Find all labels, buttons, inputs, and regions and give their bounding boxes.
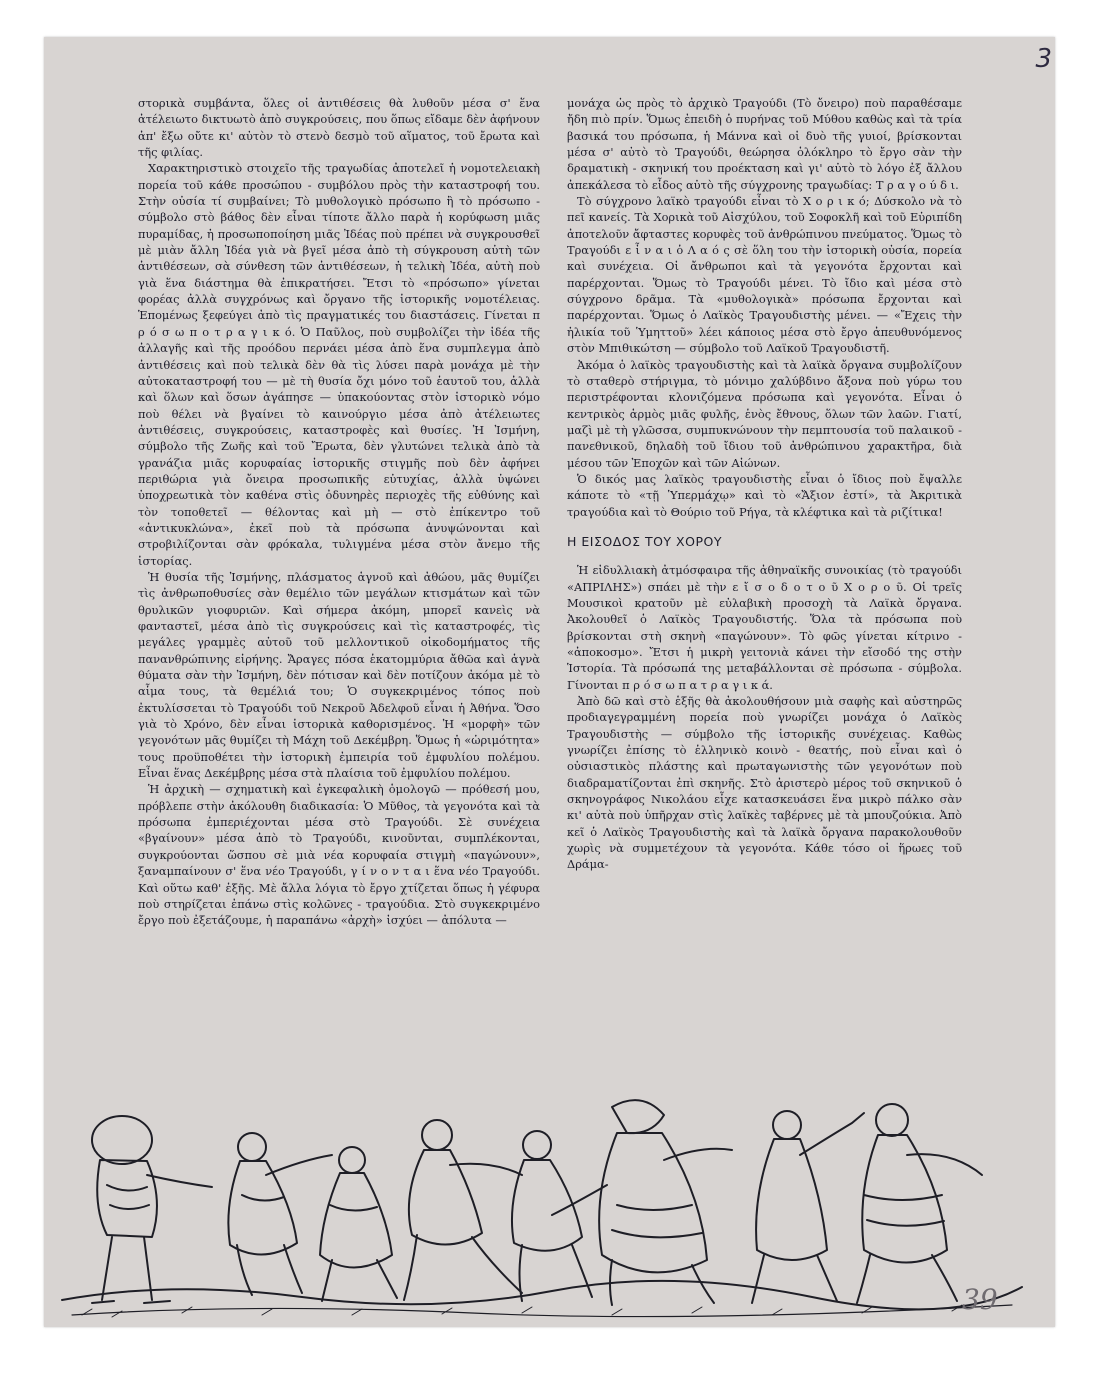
right-paragraph-1: μονάχα ὡς πρὸς τὸ ἀρχικὸ Τραγούδι (Τὸ ὄνειρο) ποὺ παραθέσαμε ἤδη πιὸ πρίν. Ὅμως ἐπειδὴ ὁ πυρήνας τοῦ Μύθου καθὼς καὶ τὰ τρία βασικά του πρόσωπα, ἡ Μάννα καὶ οἱ δυὸ τῆς γυιοί, βρίσκονται μέσα σ' αὐτὸ τὸ Τραγούδι, θεώρησα ὁλόκληρο τὸ ἔργο σὰν τὴν δραματικὴ - σκηνική του προέκταση καὶ γι' αὐτὸ τὸ λόγο ἐξ ἄλλου ἀπεκάλεσα τὸ εἶδος αὐτὸ τῆς σύγχρονης τραγωδίας: Τ ρ α γ ο ύ δ ι. [567,96,962,192]
right-column [567,95,962,873]
page-number: 3 [1035,44,1052,74]
right-paragraph-2: Τὸ σύγχρονο λαϊκὸ τραγούδι εἶναι τὸ Χ ο ρ ι κ ό; Δύσκολο νὰ τὸ πεῖ κανείς. Τὰ Χορικὰ τοῦ Αἰσχύλου, τοῦ Σοφοκλῆ καὶ τοῦ Εὐριπίδη ἀποτελοῦν ἄφταστες κορυφὲς τοῦ ἀνθρώπινου πνεύματος. Ὅμως τὸ Τραγούδι ε ἶ ν α ι ὁ Λ α ό ς σὲ ὅλη του τὴν ἱστορικὴ οὐσία, πορεία καὶ συνέχεια. Οἱ ἄνθρωποι καὶ τὰ γεγονότα ἔρχονται καὶ παρέρχονται. Ὅμως τὸ Τραγούδι μένει. Τὸ ἴδιο καὶ μέσα στὸ σύγχρονο δρᾶμα. Τὰ «μυθολογικὰ» πρόσωπα ἔρχονται καὶ παρέρχονται. Ὅμως ὁ Λαϊκὸς Τραγουδιστὴς μένει. — «Ἔχεις τὴν ἡλικία τοῦ Ὑμηττοῦ» λέει κάποιος μέσα στὸ ἔργο ἀπευθυνόμενος στὸν Μπιθικώτση — σύμβολο τοῦ Λαϊκοῦ Τραγουδιστῆ. [567,194,962,356]
handwritten-page-number: 39 [962,1283,998,1316]
dancing-peasants-engraving-icon [52,1065,1027,1335]
right-paragraph-4: Ὁ δικός μας λαϊκὸς τραγουδιστὴς εἶναι ὁ ἴδιος ποὺ ἔψαλλε κάποτε τὸ «τῇ Ὑπερμάχῳ» καὶ τὸ «Ἄξιον ἐστί», τὰ Ἀκριτικὰ τραγούδια καὶ τὸ Θούριο τοῦ Ρήγα, τὰ κλέφτικα καὶ τὰ ριζίτικα! [567,471,962,519]
left-paragraph-1: στορικὰ συμβάντα, ὅλες οἱ ἀντιθέσεις θὰ λυθοῦν μέσα σ' ἕνα ἀτέλειωτο δικτυωτὸ ἀπὸ συγκρούσεις, που ὅπως εἴδαμε δὲν ἀφήνουν ἀπ' ἔξω οὔτε κι' αὐτὸν τὸ στενὸ δεσμὸ τοῦ αἵματος, τοῦ ἔρωτα καὶ τῆς φιλίας. [138,96,540,160]
left-paragraph-2: Χαρακτηριστικὸ στοιχεῖο τῆς τραγωδίας ἀποτελεῖ ἡ νομοτελειακὴ πορεία τοῦ κάθε προσώπου - συμβόλου πρὸς τὴν καταστροφή του. Στὴν οὐσία τί συμβαίνει; Τὸ μυθολογικὸ πρόσωπο ἢ τὸ πρόσωπο - σύμβολο στὸ βάθος δὲν εἶναι τίποτε ἄλλο παρὰ ἡ κορύφωση μιᾶς πυραμίδας, ἡ προσωποποίηση μιᾶς Ἰδέας ποὺ πρέπει νὰ συγκρουσθεῖ μὲ μιὰν ἄλλη Ἰδέα γιὰ νὰ βγεῖ μέσα ἀπὸ τὴ σύγκρουση αὐτὴ τῶν ἀντιθέσεων, σὰ σύνθεση τῶν ἀντιθέσεων, ἡ τελικὴ Ἰδέα, αὐτὴ ποὺ γιὰ ἕνα διάστημα θὰ ἐπικρατήσει. Ἔτσι τὸ «πρόσωπο» γίνεται φορέας ἀλλὰ συγχρόνως καὶ ὄργανο τῆς ἱστορικῆς νομοτέλειας. Ἑπομένως ξεφεύγει ἀπὸ τὶς πραγματικές του διαστάσεις. Γίνεται π ρ ό σ ω π ο τ ρ α γ ι κ ό. Ὁ Παῦλος, ποὺ συμβολίζει τὴν ἰδέα τῆς ἀλλαγῆς καὶ τῆς προόδου περνάει μέσα ἀπὸ ἕνα συμπλεγμα ἀπὸ ἀντιθέσεις καὶ ποὺ τελικὰ δὲν θὰ τὶς λύσει παρὰ μονάχα μὲ τὴν αὐτοκαταστροφή του — μὲ τὴ θυσία ὄχι μόνο τοῦ ἑαυτοῦ του, ἀλλὰ καὶ ὅλων καὶ ὅσων ἀγάπησε — ὑπακούοντας στὸν ἱστορικὸ νόμο ποὺ θέλει νὰ βγαίνει τὸ καινούργιο μέσα ἀπὸ ἀτέλειωτες ἀντιθέσεις, συγκρούσεις, καταστροφὲς καὶ θυσίες. Ἡ Ἰσμήνη, σύμβολο τῆς Ζωῆς καὶ τοῦ Ἔρωτα, δὲν γλυτώνει τελικὰ ἀπὸ τὰ γρανάζια μιᾶς κορυφαίας ἱστορικῆς στιγμῆς ποὺ δὲν ἀφήνει περιθώρια γιὰ ὄνειρα προσωπικῆς εὐτυχίας, ἀλλὰ ὑψώνει ὑποχρεωτικὰ τὸν καθένα στὶς ὀδυνηρὲς περιοχὲς τῆς εὐθύνης καὶ τὸν τοποθετεῖ — θέλοντας καὶ μὴ — στὸ ἐπίκεντρο τοῦ «ἀντικυκλώνα», ἐκεῖ ποὺ τὰ πρόσωπα ἀνυψώνονται καὶ στροβιλίζονται σὰν φρόκαλα, τυλιγμένα μέσα στὸν ἄνεμο τῆς ἱστορίας. [138,161,540,568]
left-column [138,95,540,929]
left-paragraph-4: Ἡ ἀρχικὴ — σχηματικὴ καὶ ἐγκεφαλικὴ ὁμολογῶ — πρόθεσή μου, πρόβλεπε στὴν ἀκόλουθη διαδικασία: Ὁ Μῦθος, τὰ γεγονότα καὶ τὰ πρόσωπα ἐμπεριέχονται μέσα στὸ Τραγούδι. Σὲ συνέχεια «βγαίνουν» μέσα ἀπὸ τὸ Τραγούδι, κινοῦνται, συμπλέκονται, συγκρούονται ὥσπου σὲ μιὰ νέα κορυφαία στιγμὴ «παγώνουν», ξαναμπαίνουν σ' ἕνα νέο Τραγούδι, γ ί ν ο ν τ α ι ἕνα νέο Τραγούδι. Καὶ οὕτω καθ' ἑξῆς. Μὲ ἄλλα λόγια τὸ ἔργο χτίζεται ὅπως ἡ γέφυρα ποὺ στηρίζεται ἐπάνω στὶς κολῶνες - τραγούδια. Στὸ συγκεκριμένο ἔργο ποὺ ἐξετάζουμε, ἡ παραπάνω «ἀρχὴ» ἰσχύει — ἀπόλυτα — [138,782,540,928]
right-paragraph-3: Ἀκόμα ὁ λαϊκὸς τραγουδιστὴς καὶ τὰ λαϊκὰ ὄργανα συμβολίζουν τὸ σταθερὸ στήριγμα, τὸ μόνιμο χαλύβδινο ἄξονα ποὺ γύρω του περιστρέφονται κλονιζόμενα πρόσωπα καὶ γεγονότα. Εἶναι ὁ κεντρικὸς ἁρμὸς μιᾶς φυλῆς, ἑνὸς ἔθνους, ὅλων τῶν λαῶν. Γιατί, μαζὶ μὲ τὴ γλῶσσα, συμπυκνώνουν τὴν πεμπτουσία τοῦ παλαικοῦ - πανεθνικοῦ, δηλαδὴ τοῦ ἴδιου τοῦ ἀνθρώπινου χαρακτῆρα, διὰ μέσου τῶν Ἐποχῶν καὶ τῶν Αἰώνων. [567,357,962,470]
right-paragraph-6: Ἀπὸ δῶ καὶ στὸ ἑξῆς θὰ ἀκολουθήσουν μιὰ σαφὴς καὶ αὐστηρῶς προδιαγεγραμμένη πορεία ποὺ γνωρίζει μονάχα ὁ Λαϊκὸς Τραγουδιστὴς — σύμβολο τῆς ἱστορικῆς συνέχειας. Καθὼς γνωρίζει ἐπίσης τὸ ἑλληνικὸ κοινὸ - θεατής, ποὺ εἶναι καὶ ὁ οὐσιαστικὸς πλάστης καὶ πρωταγωνιστὴς τῶν γεγονότων ποὺ διαδραματίζονται ἐπὶ σκηνῆς. Στὸ ἀριστερὸ μέρος τοῦ σκηνικοῦ ὁ σκηνογράφος Νικολάου εἶχε κατασκευάσει ἕνα μικρὸ πάλκο σὰν κι' αὐτὰ ποὺ ὑπῆρχαν στὶς λαϊκὲς ταβέρνες μὲ τὰ μπουζούκια. Ἀπὸ κεῖ ὁ Λαϊκὸς Τραγουδιστὴς καὶ τὰ λαϊκὰ ὄργανα παρακολουθοῦν χωρὶς νὰ συμμετέχουν τὰ γεγονότα. Κάθε τόσο οἱ ἥρωες τοῦ Δράμα- [567,694,962,872]
left-paragraph-3: Ἡ θυσία τῆς Ἰσμήνης, πλάσματος ἁγνοῦ καὶ ἀθώου, μᾶς θυμίζει τὶς ἀνθρωποθυσίες σὰν θεμέλιο τῶν μεγάλων κτισμάτων καὶ τῶν θρυλικῶν γιοφυριῶν. Καὶ σήμερα ἀκόμη, μπορεῖ κανεὶς νὰ φανταστεῖ, μέσα ἀπὸ τὶς συγκρούσεις καὶ τὶς καταστροφές, τὶς μεγάλες γραμμὲς αὐτοῦ τοῦ μελλοντικοῦ οἰκοδομήματος τῆς πανανθρώπινης εἰρήνης. Ἄραγες πόσα ἑκατομμύρια ἄθῶα καὶ ἁγνὰ θύματα σὰν τὴν Ἰσμήνη, δὲν πότισαν καὶ δὲν ποτίζουν ἀκόμα μὲ τὸ αἷμα τους, τὰ θεμέλιά του; Ὁ συγκεκριμένος τόπος ποὺ ἐκτυλίσσεται τὸ Τραγούδι τοῦ Νεκροῦ Ἀδελφοῦ εἶναι ἡ Ἀθήνα. Ὅσο γιὰ τὸ Χρόνο, δὲν εἶναι ἱστορικὰ καθορισμένος. Ἡ «μορφὴ» τῶν γεγονότων μᾶς θυμίζει τὴ Μάχη τοῦ Δεκέμβρη. Ὅμως ἡ «ὡριμότητα» τους προϋποθέτει τὴν ἱστορικὴ ἐμπειρία τοῦ ἐμφυλίου πολέμου. Εἶναι ἕνας Δεκέμβρης μέσα στὰ πλαίσια τοῦ ἐμφυλίου πολέμου. [138,569,540,781]
right-paragraph-5: Ἡ εἰδυλλιακὴ ἀτμόσφαιρα τῆς ἀθηναϊκῆς συνοικίας (τὸ τραγούδι «ΑΠΡΙΛΗΣ») σπάει μὲ τὴν ε ἴ σ ο δ ο τ ο ῦ Χ ο ρ ο ῦ. Οἱ τρεῖς Μουσικοὶ κρατοῦν μὲ εὐλαβικὴ προσοχὴ τὰ Λαϊκὰ ὄργανα. Ἀκολουθεῖ ὁ Λαϊκὸς Τραγουδιστής. Ὅλα τὰ πρόσωπα ποὺ βρίσκονται στὴ σκηνὴ «παγώνουν». Τὸ φῶς γίνεται κίτρινο - «ἀποκοσμο». Ἔτσι ἡ μικρὴ γειτονιὰ κάνει τὴν εἴσοδό της στὴν Ἱστορία. Τὰ πρόσωπά της μεταβάλλονται σὲ πρόσωπα - σύμβολα. Γίνονται π ρ ό σ ω π α τ ρ α γ ι κ ά. [567,563,962,692]
section-heading: Η ΕΙΣΟΔΟΣ ΤΟΥ ΧΟΡΟΥ [567,533,722,549]
